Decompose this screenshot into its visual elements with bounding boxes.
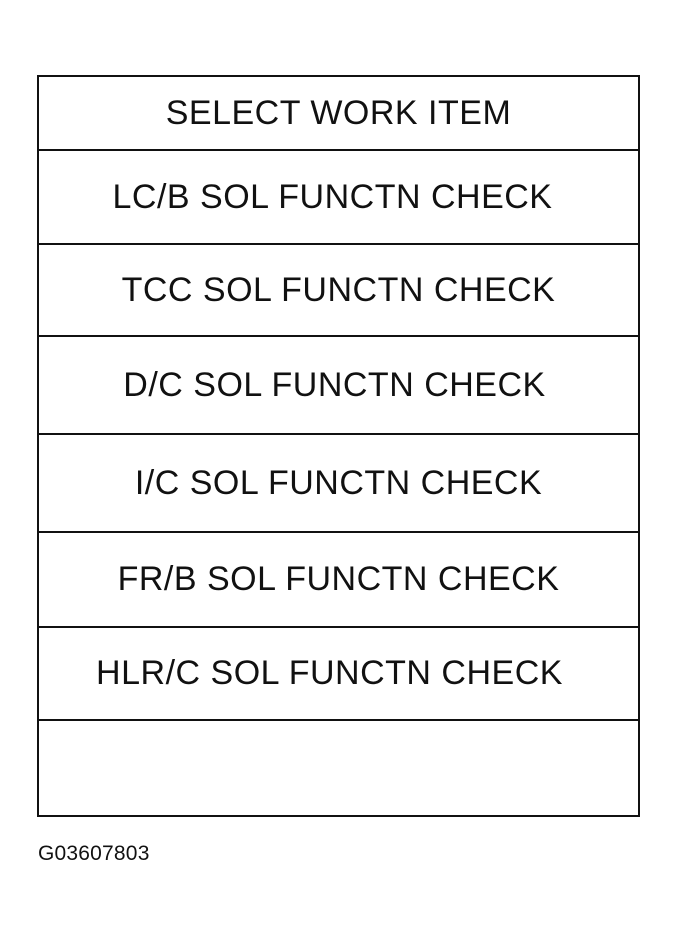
figure-id: G03607803 — [38, 842, 150, 865]
menu-item-tcc-sol-check[interactable] — [39, 245, 638, 337]
menu-item-hlrc-sol-check[interactable] — [39, 628, 638, 721]
menu-header — [39, 77, 638, 151]
menu-item-label: TCC SOL FUNCTN CHECK — [121, 270, 556, 309]
menu-item-label: HLR/C SOL FUNCTN CHECK — [96, 654, 563, 692]
menu-item-label: I/C SOL FUNCTN CHECK — [134, 463, 543, 502]
menu-item-label: D/C SOL FUNCTN CHECK — [123, 365, 546, 404]
menu-item-dc-sol-check[interactable] — [39, 337, 638, 435]
menu-header-label: SELECT WORK ITEM — [165, 93, 512, 132]
menu-item-label: LC/B SOL FUNCTN CHECK — [112, 177, 553, 216]
menu-item-empty[interactable] — [39, 721, 638, 815]
menu-item-label: FR/B SOL FUNCTN CHECK — [117, 560, 560, 598]
work-item-menu — [37, 75, 640, 817]
menu-item-ic-sol-check[interactable] — [39, 435, 638, 533]
menu-item-lcb-sol-check[interactable] — [39, 151, 638, 245]
menu-item-frb-sol-check[interactable] — [39, 533, 638, 628]
